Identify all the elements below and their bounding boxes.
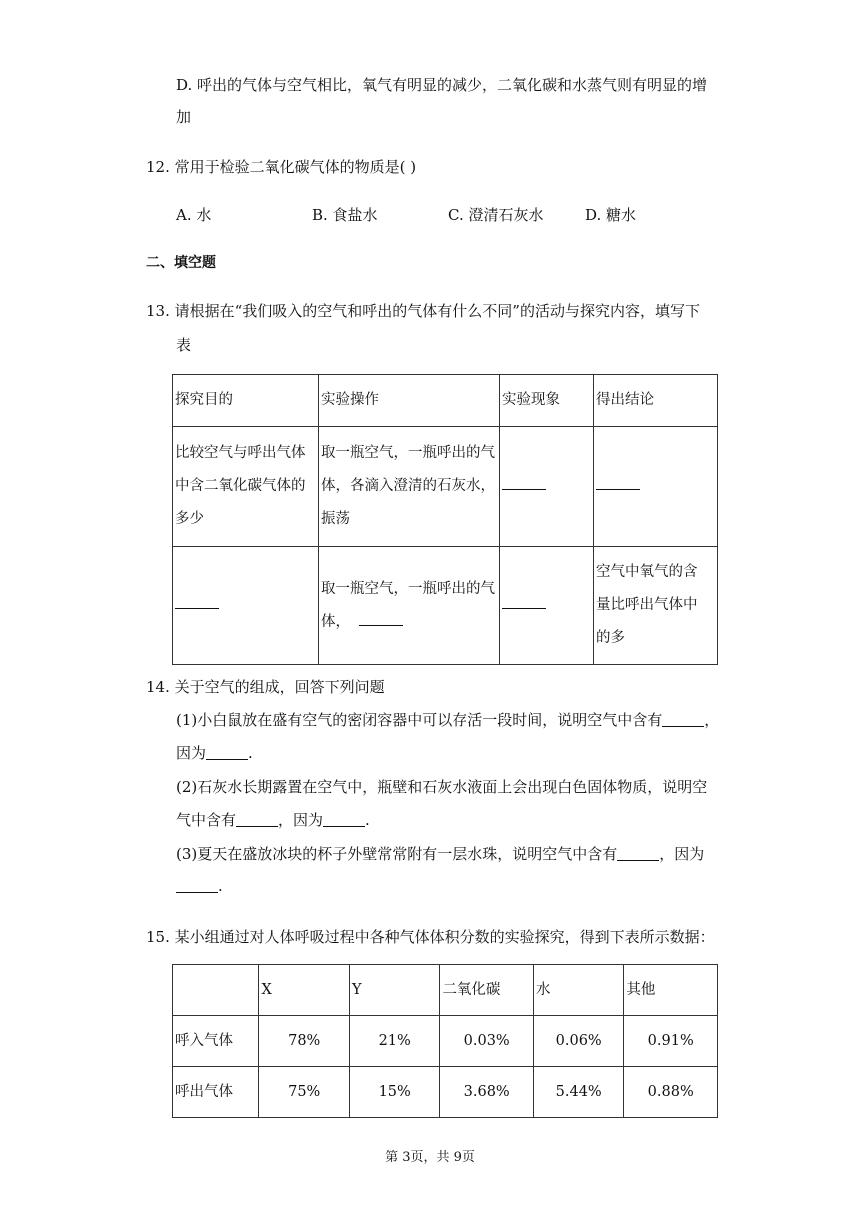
- q14-stem: 14. 关于空气的组成，回答下列问题: [146, 678, 385, 696]
- q14-part2-line2: 气中含有 ，因为 .: [176, 811, 370, 829]
- table-cell: 0.91%: [624, 1016, 718, 1067]
- answer-blank: [176, 878, 218, 893]
- answer-blank: [175, 594, 219, 609]
- table-cell: 呼入气体: [173, 1016, 259, 1067]
- table-cell: 15%: [349, 1067, 439, 1118]
- table-cell: 75%: [259, 1067, 349, 1118]
- q15-header-other: 其他: [624, 965, 718, 1016]
- q12-stem: 12. 常用于检验二氧化碳气体的物质是( ): [146, 158, 417, 176]
- q15-header-y: Y: [349, 965, 439, 1016]
- q13-r1-operation: 取一瓶空气，一瓶呼出的气 体，各滴入澄清的石灰水， 振荡: [319, 427, 500, 547]
- q15-header-empty: [173, 965, 259, 1016]
- answer-blank: [323, 812, 365, 827]
- table-cell: 0.88%: [624, 1067, 718, 1118]
- q13-r2-phenomenon-blank: [500, 547, 594, 665]
- q15-table: [172, 964, 718, 1118]
- q15-header-water: 水: [533, 965, 623, 1016]
- q15-row-exhaled: [173, 1067, 718, 1118]
- q13-header-purpose: 探究目的: [173, 375, 319, 427]
- q14-part3-line1: (3)夏天在盛放冰块的杯子外壁常常附有一层水珠，说明空气中含有 ，因为: [176, 845, 705, 863]
- q14-part1-line2: 因为 .: [176, 744, 253, 762]
- q13-r2-purpose-blank: [173, 547, 319, 665]
- q12-option-b: B. 食盐水: [312, 206, 378, 224]
- answer-blank: [502, 475, 546, 490]
- table-cell: 3.68%: [440, 1067, 534, 1118]
- q15-stem: 15. 某小组通过对人体呼吸过程中各种气体体积分数的实验探究，得到下表所示数据：: [146, 928, 715, 946]
- q15-header-x: X: [259, 965, 349, 1016]
- q13-stem-line1: 13. 请根据在“我们吸入的空气和呼出的气体有什么不同”的活动与探究内容，填写下: [146, 302, 700, 320]
- answer-blank: [206, 745, 248, 760]
- q11-option-d-line1: D. 呼出的气体与空气相比，氧气有明显的减少，二氧化碳和水蒸气则有明显的增: [176, 76, 708, 94]
- q12-option-c: C. 澄清石灰水: [448, 206, 544, 224]
- answer-blank: [596, 475, 640, 490]
- q15-row-inhaled: [173, 1016, 718, 1067]
- q13-header-row: [173, 375, 718, 427]
- q13-table: [172, 374, 718, 665]
- q15-header-row: [173, 965, 718, 1016]
- q12-option-d: D. 糖水: [585, 206, 637, 224]
- table-cell: 21%: [349, 1016, 439, 1067]
- q13-header-conclusion: 得出结论: [594, 375, 718, 427]
- answer-blank: [359, 611, 403, 626]
- answer-blank: [617, 846, 659, 861]
- q14-part3-line2: .: [176, 877, 223, 895]
- q11-option-d-line2: 加: [176, 108, 192, 126]
- q13-row-2: [173, 547, 718, 665]
- q13-header-operation: 实验操作: [319, 375, 500, 427]
- q12-option-a: A. 水: [176, 206, 212, 224]
- table-cell: 78%: [259, 1016, 349, 1067]
- q13-r1-conclusion-blank: [594, 427, 718, 547]
- table-cell: 呼出气体: [173, 1067, 259, 1118]
- table-cell: 0.03%: [440, 1016, 534, 1067]
- answer-blank: [502, 594, 546, 609]
- q14-part2-line1: (2)石灰水长期露置在空气中，瓶壁和石灰水液面上会出现白色固体物质，说明空: [176, 778, 708, 796]
- q13-r1-phenomenon-blank: [500, 427, 594, 547]
- q14-part1-line1: (1)小白鼠放在盛有空气的密闭容器中可以存活一段时间，说明空气中含有 ，: [176, 711, 720, 729]
- answer-blank: [236, 812, 278, 827]
- q13-r1-purpose: 比较空气与呼出气体 中含二氧化碳气体的 多少: [173, 427, 319, 547]
- q13-r2-conclusion: 空气中氧气的含 量比呼出气体中 的多: [594, 547, 718, 665]
- q13-stem-line2: 表: [176, 336, 192, 354]
- answer-blank: [662, 712, 704, 727]
- table-cell: 5.44%: [533, 1067, 623, 1118]
- q13-row-1: [173, 427, 718, 547]
- table-cell: 0.06%: [533, 1016, 623, 1067]
- section-title: 二、填空题: [146, 255, 216, 271]
- q15-header-co2: 二氧化碳: [440, 965, 534, 1016]
- page-number: 第 3页，共 9页: [385, 1150, 475, 1165]
- q13-header-phenomenon: 实验现象: [500, 375, 594, 427]
- q13-r2-operation: 取一瓶空气，一瓶呼出的气 体，: [319, 547, 500, 665]
